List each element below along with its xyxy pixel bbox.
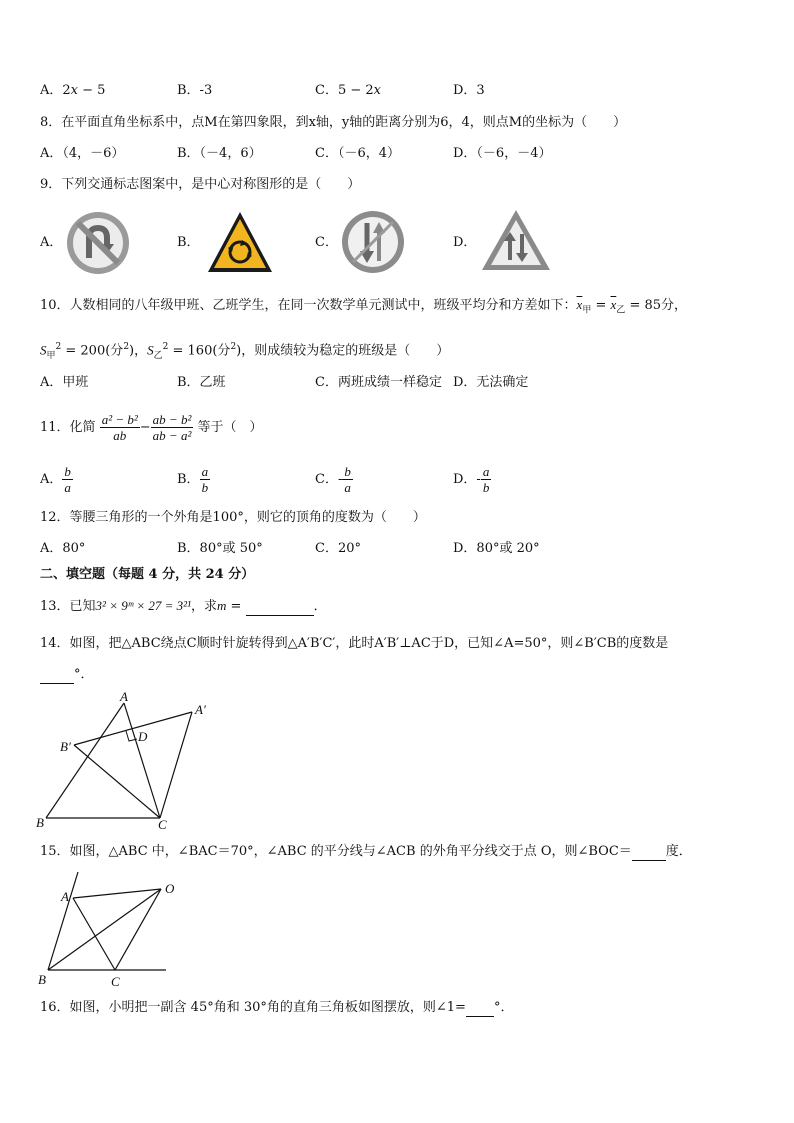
- q11-d-num: a: [482, 464, 490, 479]
- q11-option-d: [453, 464, 491, 495]
- q10-var-yi-unit-sq: 2: [230, 342, 237, 352]
- q10-var-jia-unit-sq: 2: [123, 342, 130, 352]
- q13-end: ．: [313, 599, 327, 614]
- q15-label-c: C: [111, 974, 120, 989]
- q8-stem: 8．在平面直角坐标系中，点M在第四象限，到x轴，y轴的距离分别为6，4，则点M的坐标为（ ）: [40, 115, 627, 130]
- q11-c-label: C．-: [315, 472, 343, 487]
- q14-label-d: D: [138, 729, 148, 744]
- two-way-traffic-warning-sign-icon: [480, 208, 552, 272]
- q11-d-label: D．-: [453, 472, 481, 487]
- q11-d-den: b: [482, 480, 490, 495]
- q10-mean-jia-symbol: $\overline{x}$: [576, 297, 583, 312]
- q14-label-a: A: [120, 689, 128, 704]
- q13-variable: m: [217, 598, 227, 613]
- q14-label-c: C: [158, 817, 167, 832]
- q12-option-a: A．80°: [40, 541, 86, 556]
- q14-right-angle-mark: [126, 731, 137, 741]
- two-way-arrows-circle-sign-icon: [340, 209, 406, 275]
- q14-end: °．: [74, 667, 94, 682]
- q9-option-c: C．: [315, 235, 338, 250]
- q10-question-end: )，则成绩较为稳定的班级是（ ）: [236, 343, 450, 359]
- q11-stem-text: 11．化简: [40, 420, 96, 435]
- q10-option-b: B．乙班: [177, 375, 226, 390]
- q15-stem: [40, 843, 692, 861]
- q13-answer-blank[interactable]: [246, 615, 314, 616]
- q11-f2-denominator: ab − a²: [152, 428, 192, 443]
- q11-f2-numerator: ab − b²: [152, 412, 192, 427]
- q16-stem: [40, 999, 513, 1017]
- q8-option-d: D．（－6，－4）: [453, 146, 552, 161]
- q10-var-jia-sq: 2: [55, 342, 62, 352]
- q11-f1-numerator: a² − b²: [101, 412, 138, 427]
- q9-option-a: A．: [40, 235, 63, 250]
- q11-f1-denominator: ab: [113, 428, 127, 443]
- q9-stem: 9．下列交通标志图案中，是中心对称图形的是（ ）: [40, 177, 361, 192]
- q7-option-b: B．-3: [177, 83, 213, 98]
- q16-stem-text: 16．如图，小明把一副含 45°角和 30°角的直角三角板如图摆放，则∠1=: [40, 1000, 466, 1015]
- q11-a-label: A．: [40, 472, 63, 487]
- q15-answer-blank[interactable]: [632, 860, 666, 861]
- q10-option-d: D．无法确定: [453, 375, 529, 390]
- q15-label-o: O: [165, 881, 175, 896]
- q10-var-yi-sq: 2: [162, 342, 169, 352]
- q7-option-c: C．5 − 2𝑥: [315, 83, 381, 98]
- q11-option-b: [177, 464, 210, 495]
- q13-expression: 3² × 9ᵐ × 27 = 3²¹: [95, 598, 191, 613]
- q13-equals: =: [230, 599, 242, 614]
- q11-stem-tail: 等于（ ）: [197, 420, 263, 435]
- q8-option-c: C．（－6，4）: [315, 146, 400, 161]
- q14-answer-blank[interactable]: [40, 683, 74, 684]
- q10-sub-jia: 甲: [582, 305, 592, 316]
- q10-variance-line: [40, 338, 449, 365]
- q15-stem-text: 15．如图，△ABC 中，∠BAC＝70°，∠ABC 的平分线与∠ACB 的外角平分线交于点 O，则∠BOC＝: [40, 844, 632, 859]
- q9-option-d: D．: [453, 235, 477, 250]
- q10-mean-value: = 85分，: [629, 298, 688, 313]
- q14-segment-b-prime-c: [74, 745, 160, 818]
- q14-segment-a-prime-c: [160, 712, 192, 818]
- q15-label-b: B: [38, 972, 46, 987]
- q14-label-b: B: [36, 815, 44, 830]
- q10-stem: 10．人数相同的八年级甲班、乙班学生，在同一次数学单元测试中，班级平均分和方差如下：$\overline{x}_甲 = \overline{x}_乙 = 85$分，: [40, 297, 688, 316]
- q11-c-num: b: [344, 464, 351, 479]
- q11-fraction-1: [100, 412, 140, 443]
- q7-option-a: A．2𝑥 − 5: [40, 83, 106, 98]
- q11-option-a: [40, 464, 73, 495]
- q13-mid: ，求: [190, 599, 217, 614]
- q15-geometry-figure: [30, 868, 190, 990]
- q11-c-den: a: [344, 480, 351, 495]
- q10-var-jia-value: = 200(分: [65, 343, 124, 359]
- q14-label-a-prime: A′: [195, 702, 206, 717]
- q14-geometry-figure: [30, 688, 220, 833]
- q10-var-yi-symbol: S: [147, 342, 154, 358]
- q10-stem-text: 10．人数相同的八年级甲班、乙班学生，在同一次数学单元测试中，班级平均分和方差如下：: [40, 298, 577, 313]
- q10-option-c: C．两班成绩一样稳定: [315, 375, 442, 390]
- q10-sub-yi: 乙: [616, 305, 626, 316]
- q15-segment-ac: [73, 898, 115, 970]
- q11-b-num: a: [201, 464, 209, 479]
- q7-option-d: D．3: [453, 83, 485, 98]
- q11-a-num: b: [64, 464, 71, 479]
- q9-option-b: B．: [177, 235, 200, 250]
- q11-b-label: B．: [177, 472, 200, 487]
- q10-var-yi-value: = 160(分: [172, 343, 231, 359]
- q14-label-b-prime: B′: [60, 739, 71, 754]
- q11-fraction-2: [151, 412, 194, 443]
- q10-var-jia-symbol: S: [40, 342, 47, 358]
- q15-segment-ao: [73, 889, 161, 898]
- q11-stem: 11．化简 $\frac{\text{a² − b²}}{ab}$ − $\frac{\text{ab − b²}}{\text{ab − a²}}$ 等于（ ）: [40, 412, 263, 443]
- q12-option-b: B．80°或 50°: [177, 541, 263, 556]
- q14-stem: 14．如图，把△ABC绕点C顺时针旋转得到△A′B′C′，此时A′B′⊥AC于D，已知∠A=50°，则∠B′CB的度数是: [40, 636, 669, 651]
- q15-end: 度．: [665, 844, 692, 859]
- q10-var-yi-sub: 乙: [153, 350, 163, 361]
- q12-stem: 12．等腰三角形的一个外角是100°，则它的顶角的度数为（ ）: [40, 510, 426, 525]
- q14-segment-ab: [46, 703, 124, 818]
- q10-var-jia-close: )，: [129, 343, 148, 359]
- q14-segment-ac: [124, 703, 160, 818]
- q16-answer-blank[interactable]: [466, 1016, 494, 1017]
- roundabout-warning-sign-icon: [206, 210, 274, 274]
- q12-option-d: D．80°或 20°: [453, 541, 540, 556]
- q11-option-c: [315, 464, 353, 495]
- q8-option-b: B．（－4，6）: [177, 146, 262, 161]
- q10-var-jia-sub: 甲: [46, 350, 56, 361]
- q15-segment-co: [115, 889, 161, 970]
- q16-end: °．: [493, 1000, 514, 1015]
- section-heading: 二、填空题（每题 4 分，共 24 分）: [40, 567, 255, 582]
- q10-mean-yi-symbol: $\overline{x}$: [610, 297, 617, 312]
- q15-line-ba-extended: [48, 872, 78, 970]
- no-u-turn-sign-icon: [65, 210, 131, 276]
- q13-stem: [40, 597, 327, 616]
- q12-option-c: C．20°: [315, 541, 361, 556]
- q10-option-a: A．甲班: [40, 375, 89, 390]
- q8-option-a: A．（4，－6）: [40, 146, 125, 161]
- q14-answer-line: [40, 666, 94, 684]
- q11-b-den: b: [201, 480, 209, 495]
- q11-a-den: a: [64, 480, 71, 495]
- q13-start: 13．已知: [40, 599, 96, 614]
- q15-label-a: A: [61, 889, 69, 904]
